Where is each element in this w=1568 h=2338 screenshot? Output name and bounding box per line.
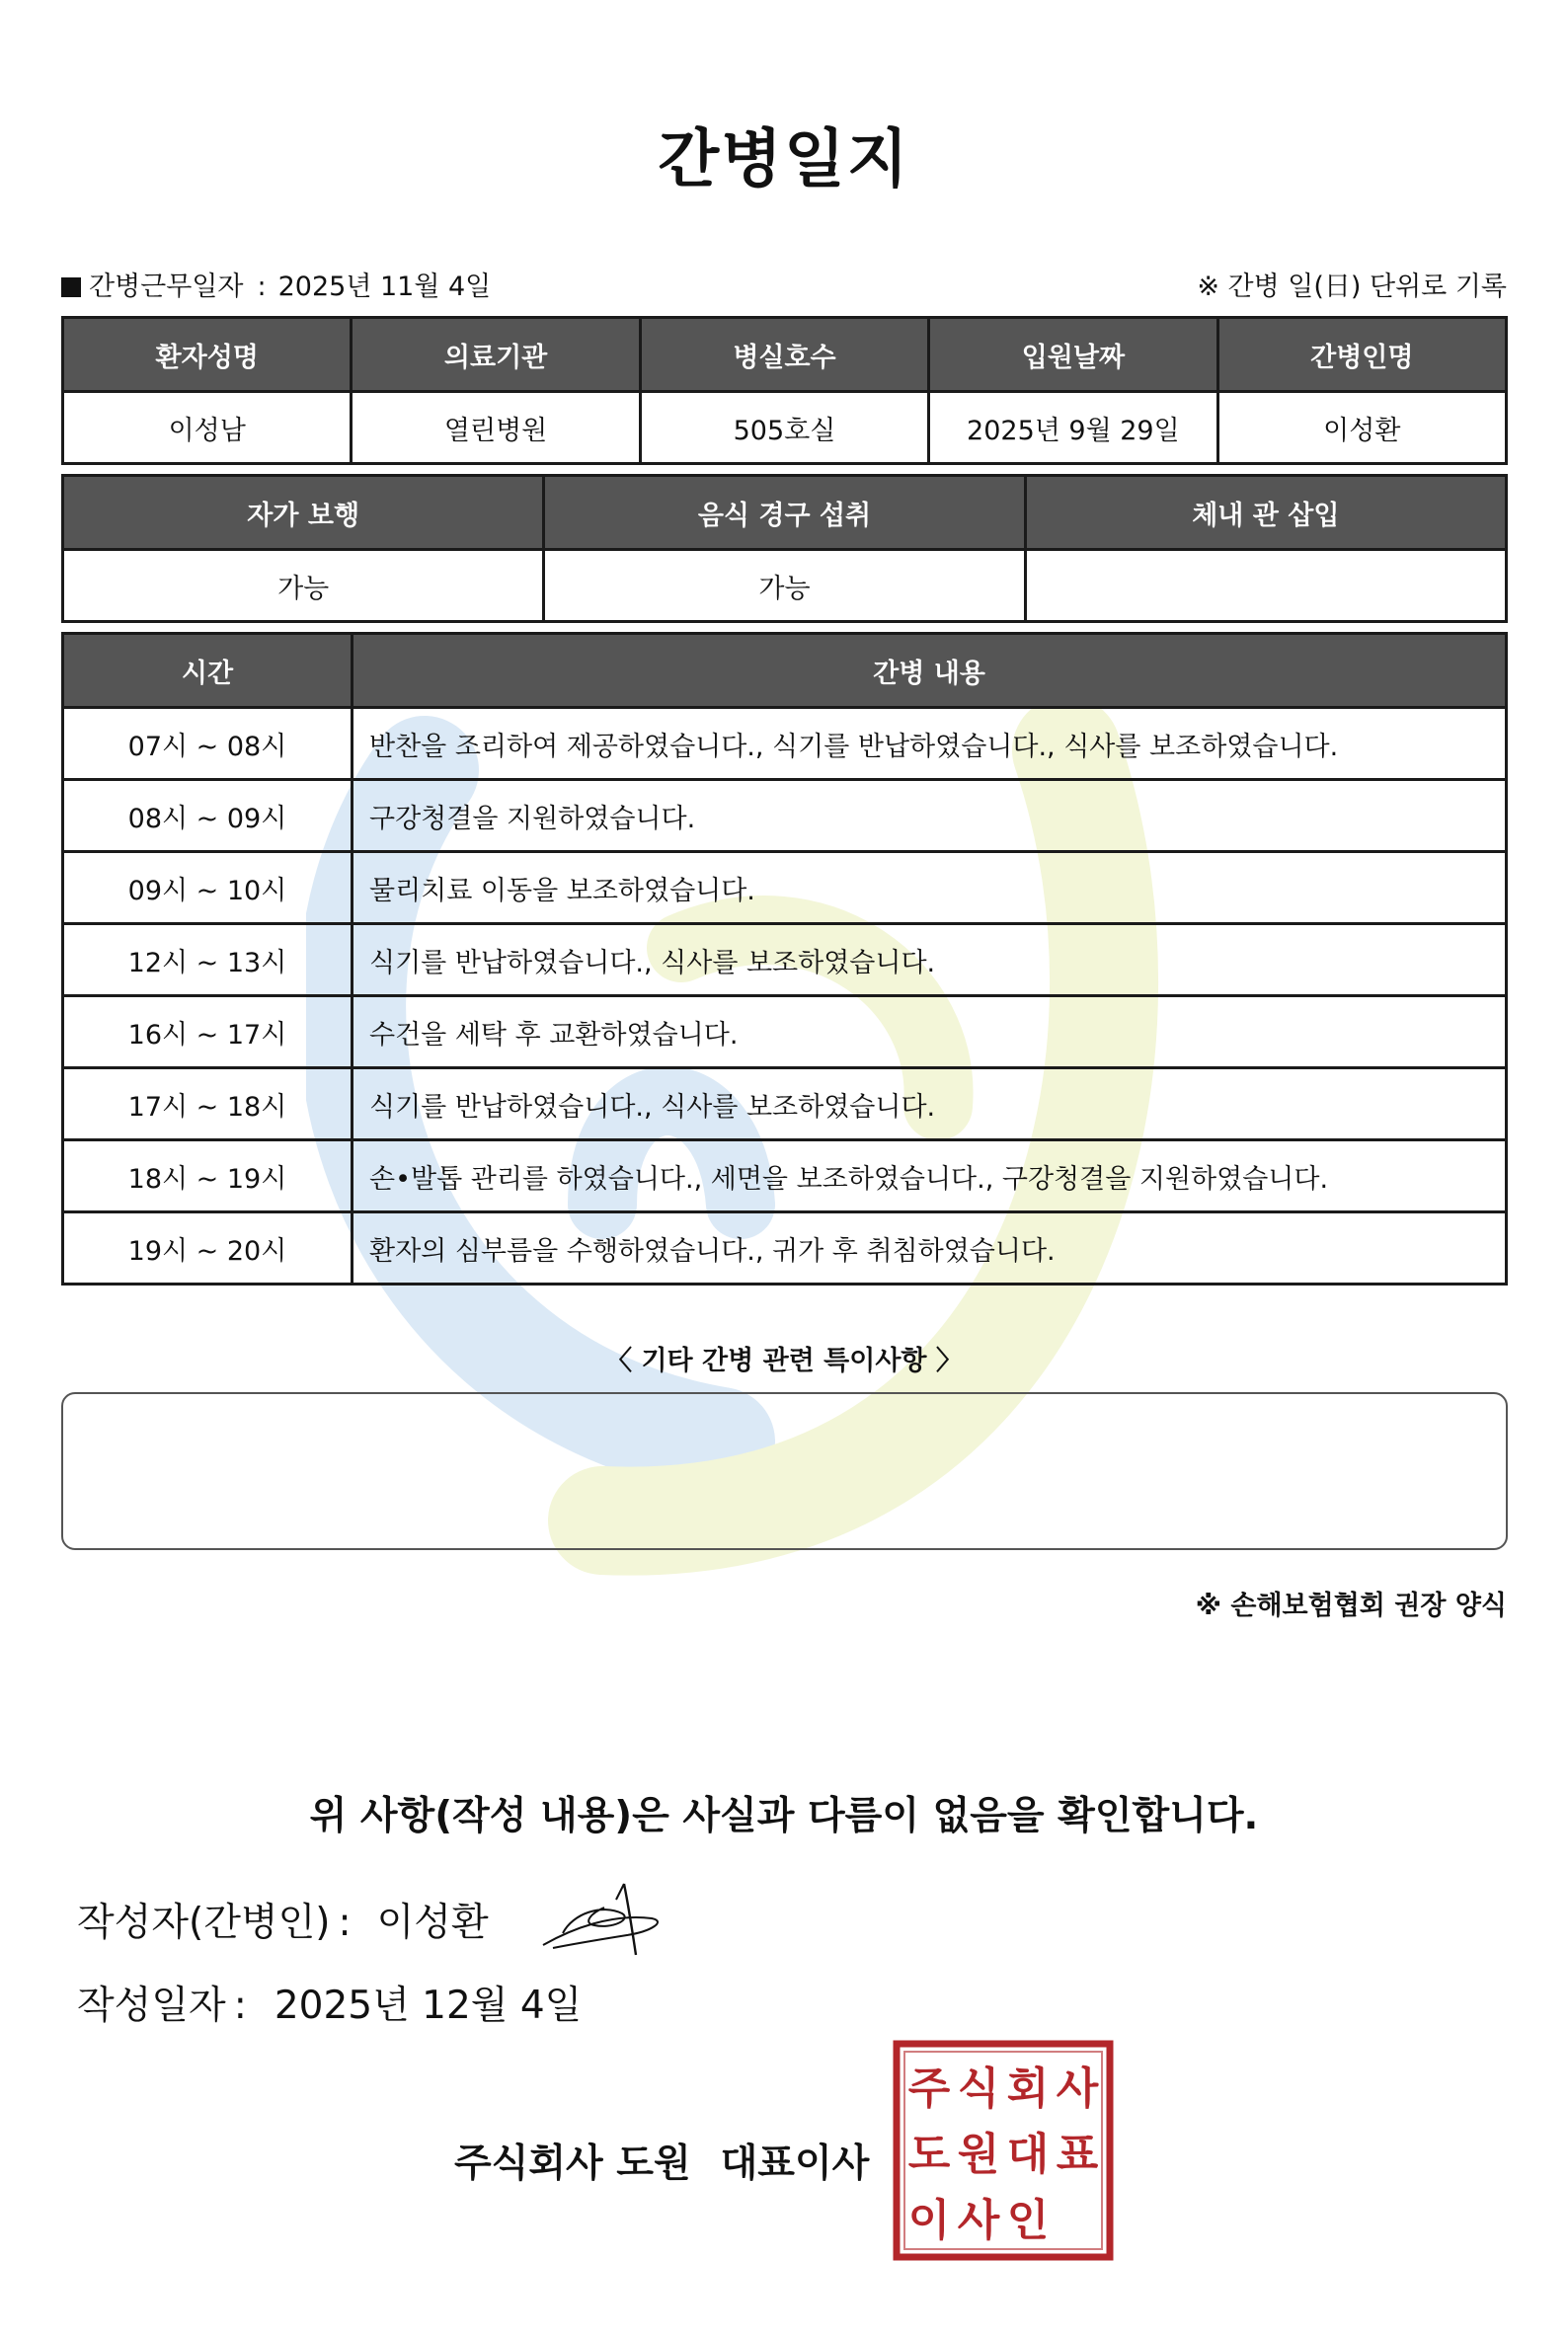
seal-character: 표 xyxy=(1056,2129,1099,2180)
seal-character: 사 xyxy=(1056,2064,1099,2114)
care-log-table xyxy=(61,632,1508,1286)
seal-character: 도 xyxy=(907,2129,951,2180)
written-date-colon: : xyxy=(233,1984,247,2028)
time-cell: 12시 ~ 13시 xyxy=(63,924,353,996)
patient-status-value-row xyxy=(63,550,1507,622)
special-notes-box xyxy=(61,1392,1508,1550)
caregiver-name-value: 이성환 xyxy=(1217,392,1506,464)
care-content-cell: 반찬을 조리하여 제공하였습니다., 식기를 반납하였습니다., 식사를 보조하였습니다. xyxy=(353,708,1507,780)
patient-info-table xyxy=(61,316,1508,465)
company-name: 주식회사 도원 xyxy=(454,2142,691,2186)
document-title: 간병일지 xyxy=(658,123,910,196)
table-row xyxy=(63,1068,1507,1140)
admission-date-header: 입원날짜 xyxy=(929,318,1217,392)
work-date-colon: : xyxy=(257,272,267,302)
table-row xyxy=(63,996,1507,1068)
author-line xyxy=(77,1892,489,1947)
time-cell: 07시 ~ 08시 xyxy=(63,708,353,780)
care-content-cell: 물리치료 이동을 보조하였습니다. xyxy=(353,852,1507,924)
care-log-header-row xyxy=(63,634,1507,708)
table-row xyxy=(63,1140,1507,1212)
daily-record-note: ※ 간병 일(日) 단위로 기록 xyxy=(1197,272,1507,302)
author-name: 이성환 xyxy=(376,1901,489,1945)
self-walking-header: 자가 보행 xyxy=(63,476,544,550)
time-cell: 09시 ~ 10시 xyxy=(63,852,353,924)
seal-character: 인 xyxy=(1006,2195,1050,2246)
time-cell: 17시 ~ 18시 xyxy=(63,1068,353,1140)
admission-date-value: 2025년 9월 29일 xyxy=(929,392,1217,464)
patient-status-header-row xyxy=(63,476,1507,550)
room-header: 병실호수 xyxy=(640,318,928,392)
oral-intake-header: 음식 경구 섭취 xyxy=(544,476,1025,550)
hospital-value: 열린병원 xyxy=(352,392,640,464)
seal-character: 대 xyxy=(1006,2129,1050,2180)
care-content-cell: 손•발톱 관리를 하였습니다., 세면을 보조하였습니다., 구강청결을 지원하였습니다. xyxy=(353,1140,1507,1212)
care-content-cell: 식기를 반납하였습니다., 식사를 보조하였습니다. xyxy=(353,924,1507,996)
author-label: 작성자(간병인) xyxy=(77,1901,331,1945)
company-signature-line xyxy=(454,2133,869,2188)
seal-character: 원 xyxy=(957,2129,1000,2180)
table-row xyxy=(63,924,1507,996)
table-row xyxy=(63,708,1507,780)
care-content-cell: 수건을 세탁 후 교환하였습니다. xyxy=(353,996,1507,1068)
form-reference-note: ※ 손해보험협회 권장 양식 xyxy=(1195,1591,1507,1621)
table-row xyxy=(63,852,1507,924)
patient-info-header-row xyxy=(63,318,1507,392)
representative-title: 대표이사 xyxy=(720,2142,870,2186)
seal-character: 회 xyxy=(1006,2064,1050,2114)
special-notes-title: 〈 기타 간병 관련 특이사항 〉 xyxy=(605,1346,963,1376)
seal-character: 사 xyxy=(957,2195,1000,2246)
seal-character: 주 xyxy=(907,2064,951,2114)
author-colon: : xyxy=(338,1901,352,1945)
written-date-value: 2025년 12월 4일 xyxy=(274,1984,583,2028)
care-content-cell: 환자의 심부름을 수행하였습니다., 귀가 후 취침하였습니다. xyxy=(353,1212,1507,1285)
table-row xyxy=(63,1212,1507,1285)
work-date-value: 2025년 11월 4일 xyxy=(277,272,492,302)
tube-insertion-header: 체내 관 삽입 xyxy=(1025,476,1506,550)
patient-info-value-row xyxy=(63,392,1507,464)
written-date-label: 작성일자 xyxy=(77,1984,226,2028)
work-date-line xyxy=(61,265,491,303)
patient-name-header: 환자성명 xyxy=(63,318,352,392)
patient-name-value: 이성남 xyxy=(63,392,352,464)
written-date-line xyxy=(77,1975,582,2030)
time-cell: 08시 ~ 09시 xyxy=(63,780,353,852)
time-cell: 16시 ~ 17시 xyxy=(63,996,353,1068)
work-date-label: 간병근무일자 xyxy=(89,272,244,302)
care-content-cell: 구강청결을 지원하였습니다. xyxy=(353,780,1507,852)
time-cell: 18시 ~ 19시 xyxy=(63,1140,353,1212)
signature xyxy=(533,1874,671,1963)
self-walking-value: 가능 xyxy=(63,550,544,622)
table-row xyxy=(63,780,1507,852)
care-content-cell: 식기를 반납하였습니다., 식사를 보조하였습니다. xyxy=(353,1068,1507,1140)
tube-insertion-value xyxy=(1025,550,1506,622)
care-content-header: 간병 내용 xyxy=(353,634,1507,708)
confirmation-statement: 위 사항(작성 내용)은 사실과 다름이 없음을 확인합니다. xyxy=(309,1794,1259,1838)
time-header: 시간 xyxy=(63,634,353,708)
room-value: 505호실 xyxy=(640,392,928,464)
hospital-header: 의료기관 xyxy=(352,318,640,392)
patient-status-table xyxy=(61,474,1508,623)
seal-character: 식 xyxy=(957,2064,1000,2114)
seal-character: 이 xyxy=(907,2195,951,2246)
oral-intake-value: 가능 xyxy=(544,550,1025,622)
company-seal-stamp xyxy=(893,2040,1114,2261)
caregiver-name-header: 간병인명 xyxy=(1217,318,1506,392)
time-cell: 19시 ~ 20시 xyxy=(63,1212,353,1285)
black-square-icon xyxy=(61,277,81,297)
